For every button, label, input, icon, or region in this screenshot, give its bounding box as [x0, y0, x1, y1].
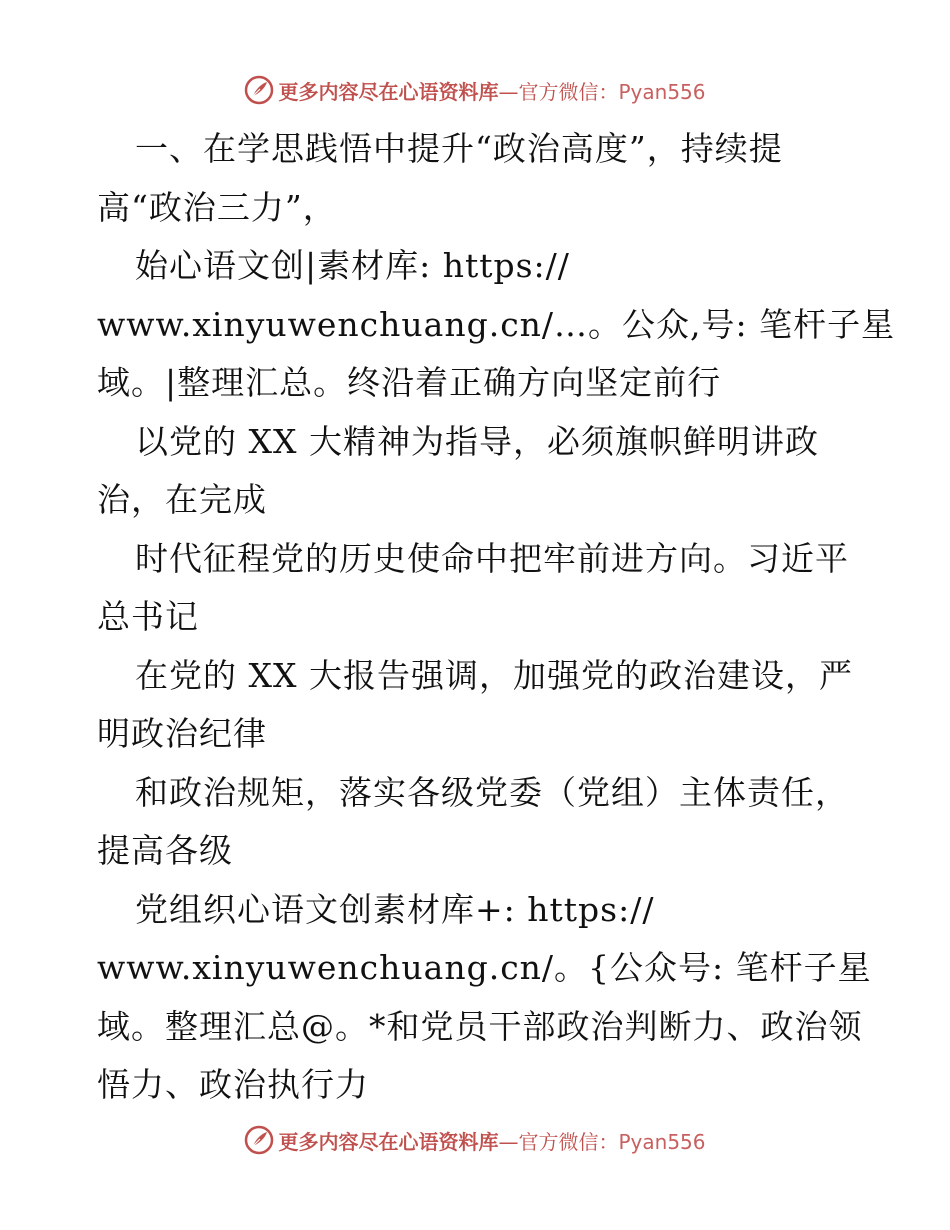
feather-quill-icon	[244, 75, 274, 105]
banner-wechat-label: 官方微信：	[518, 79, 619, 104]
paragraph-line: 域。|整理汇总。终沿着正确方向坚定前行	[97, 363, 722, 402]
paragraph-line: 以党的 XX 大精神为指导，必须旗帜鲜明讲政	[135, 421, 819, 461]
paragraph-line: 明政治纪律	[97, 714, 267, 753]
footer-banner-text	[278, 1126, 705, 1155]
banner-main-text: 更多内容尽在心语资料库	[278, 79, 499, 104]
paragraph-line: 悟力、政治执行力	[97, 1065, 369, 1104]
paragraph-line: 一、在学思践悟中提升“政治高度”，持续提	[135, 129, 783, 168]
paragraph-line: 域。整理汇总@。*和党员干部政治判断力、政治领	[97, 1006, 863, 1046]
banner-separator: —	[498, 79, 519, 104]
banner-wechat-id: Pyan556	[618, 1129, 706, 1154]
banner-separator: —	[498, 1129, 519, 1154]
paragraph-line: 治，在完成	[97, 480, 267, 519]
paragraph-line: www.xinyuwenchuang.cn/…。公众,号: 笔杆子星	[97, 304, 896, 344]
feather-quill-icon	[244, 1125, 274, 1155]
banner-wechat-id: Pyan556	[618, 79, 706, 104]
header-banner-text	[278, 76, 705, 105]
paragraph-line: 在党的 XX 大报告强调，加强党的政治建设，严	[135, 655, 853, 695]
banner-wechat-label: 官方微信：	[518, 1129, 619, 1154]
footer-banner	[0, 1120, 950, 1160]
paragraph-line: www.xinyuwenchuang.cn/。{公众号: 笔杆子星	[97, 948, 872, 987]
paragraph-line: 提高各级	[97, 831, 233, 870]
paragraph-line: 时代征程党的历史使命中把牢前进方向。习近平	[135, 538, 849, 578]
paragraph-line: 高“政治三力”，	[97, 187, 337, 227]
paragraph-line: 始心语文创|素材库: https://	[135, 246, 570, 285]
document-body	[97, 120, 896, 1115]
banner-main-text: 更多内容尽在心语资料库	[278, 1129, 499, 1154]
header-banner	[0, 70, 950, 110]
paragraph-line: 和政治规矩，落实各级党委（党组）主体责任，	[135, 772, 849, 812]
paragraph-line: 党组织心语文创素材库+: https://	[135, 889, 655, 929]
paragraph-line: 总书记	[97, 597, 199, 636]
